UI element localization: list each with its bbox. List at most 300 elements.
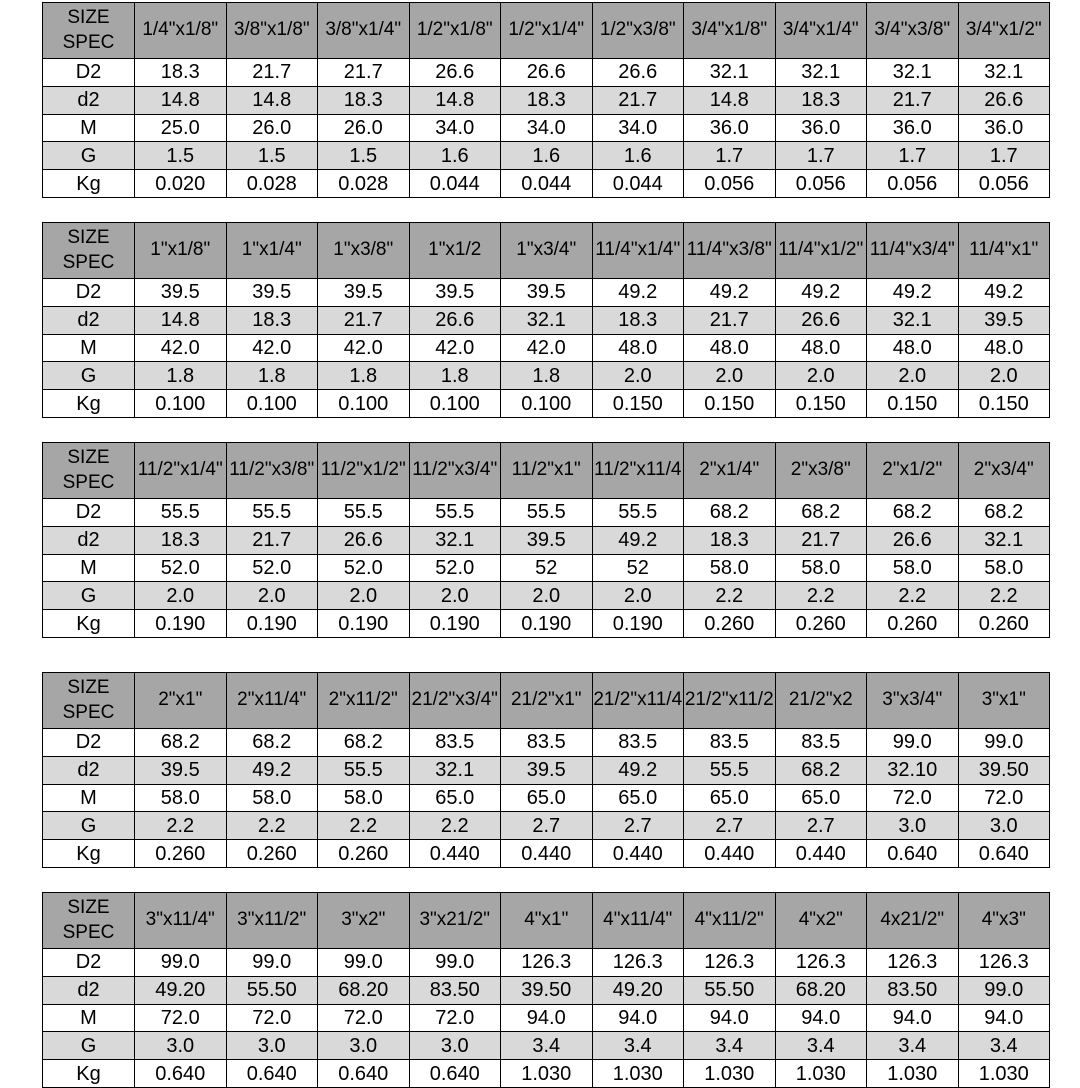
value-cell: 72.0 bbox=[867, 784, 959, 812]
value-cell: 126.3 bbox=[592, 949, 684, 977]
size-spec-label bbox=[43, 3, 135, 59]
value-cell: 42.0 bbox=[501, 334, 593, 362]
value-cell: 68.2 bbox=[135, 729, 227, 757]
value-cell: 99.0 bbox=[226, 949, 318, 977]
value-cell: 0.190 bbox=[592, 610, 684, 638]
value-cell: 0.150 bbox=[592, 390, 684, 418]
value-cell: 0.190 bbox=[135, 610, 227, 638]
row-label-cell: d2 bbox=[43, 756, 135, 784]
value-cell: 0.100 bbox=[501, 390, 593, 418]
size-header-cell: 1"x1/2 bbox=[409, 223, 501, 279]
value-cell: 18.3 bbox=[226, 306, 318, 334]
value-cell: 26.6 bbox=[409, 59, 501, 87]
size-spec-label bbox=[43, 893, 135, 949]
size-header-cell: 1/4"x1/8" bbox=[135, 3, 227, 59]
size-header-cell: 3"x2" bbox=[318, 893, 410, 949]
value-cell: 18.3 bbox=[135, 59, 227, 87]
value-cell: 0.640 bbox=[958, 840, 1050, 868]
value-cell: 0.640 bbox=[226, 1060, 318, 1088]
value-cell: 68.2 bbox=[958, 499, 1050, 527]
row-label-cell: D2 bbox=[43, 59, 135, 87]
value-cell: 72.0 bbox=[409, 1004, 501, 1032]
value-cell: 0.044 bbox=[501, 170, 593, 198]
value-cell: 18.3 bbox=[501, 86, 593, 114]
value-cell: 0.260 bbox=[226, 840, 318, 868]
size-header-cell: 21/2"x2 bbox=[775, 673, 867, 729]
value-cell: 48.0 bbox=[958, 334, 1050, 362]
size-header-cell: 3"x1" bbox=[958, 673, 1050, 729]
value-cell: 2.0 bbox=[958, 362, 1050, 390]
table-row bbox=[43, 729, 1050, 757]
size-header-cell: 11/4"x1/4" bbox=[592, 223, 684, 279]
value-cell: 42.0 bbox=[226, 334, 318, 362]
value-cell: 3.4 bbox=[501, 1032, 593, 1060]
row-label-cell: Kg bbox=[43, 840, 135, 868]
value-cell: 68.2 bbox=[867, 499, 959, 527]
value-cell: 3.0 bbox=[226, 1032, 318, 1060]
size-header-cell: 1/2"x1/4" bbox=[501, 3, 593, 59]
value-cell: 83.50 bbox=[409, 976, 501, 1004]
value-cell: 99.0 bbox=[867, 729, 959, 757]
value-cell: 0.440 bbox=[775, 840, 867, 868]
size-spec-label-line: SIZE bbox=[67, 7, 110, 29]
size-header-cell: 2"x1" bbox=[135, 673, 227, 729]
table-row bbox=[43, 1060, 1050, 1088]
value-cell: 2.7 bbox=[775, 812, 867, 840]
value-cell: 49.2 bbox=[592, 526, 684, 554]
value-cell: 49.2 bbox=[684, 279, 776, 307]
value-cell: 32.1 bbox=[867, 59, 959, 87]
value-cell: 2.2 bbox=[226, 812, 318, 840]
size-header-cell: 4"x2" bbox=[775, 893, 867, 949]
value-cell: 58.0 bbox=[867, 554, 959, 582]
table-row bbox=[43, 582, 1050, 610]
value-cell: 21.7 bbox=[684, 306, 776, 334]
row-label-cell: G bbox=[43, 142, 135, 170]
value-cell: 0.260 bbox=[318, 840, 410, 868]
value-cell: 1.030 bbox=[684, 1060, 776, 1088]
value-cell: 0.190 bbox=[409, 610, 501, 638]
value-cell: 126.3 bbox=[958, 949, 1050, 977]
value-cell: 1.030 bbox=[592, 1060, 684, 1088]
value-cell: 55.5 bbox=[592, 499, 684, 527]
value-cell: 0.640 bbox=[867, 840, 959, 868]
size-header-cell: 1/2"x1/8" bbox=[409, 3, 501, 59]
value-cell: 65.0 bbox=[409, 784, 501, 812]
value-cell: 2.2 bbox=[867, 582, 959, 610]
value-cell: 39.5 bbox=[318, 279, 410, 307]
value-cell: 0.028 bbox=[226, 170, 318, 198]
value-cell: 2.2 bbox=[775, 582, 867, 610]
size-header-cell: 3"x3/4" bbox=[867, 673, 959, 729]
value-cell: 0.100 bbox=[318, 390, 410, 418]
value-cell: 99.0 bbox=[318, 949, 410, 977]
value-cell: 34.0 bbox=[501, 114, 593, 142]
table-row bbox=[43, 142, 1050, 170]
value-cell: 26.6 bbox=[318, 526, 410, 554]
size-header-cell: 2"x11/2" bbox=[318, 673, 410, 729]
value-cell: 2.0 bbox=[226, 582, 318, 610]
value-cell: 26.6 bbox=[775, 306, 867, 334]
value-cell: 39.5 bbox=[226, 279, 318, 307]
value-cell: 49.2 bbox=[226, 756, 318, 784]
value-cell: 2.2 bbox=[684, 582, 776, 610]
value-cell: 26.6 bbox=[501, 59, 593, 87]
row-label-cell: d2 bbox=[43, 306, 135, 334]
size-header-cell: 3"x11/4" bbox=[135, 893, 227, 949]
value-cell: 48.0 bbox=[684, 334, 776, 362]
value-cell: 14.8 bbox=[135, 86, 227, 114]
size-header-cell: 3"x11/2" bbox=[226, 893, 318, 949]
table-row bbox=[43, 812, 1050, 840]
size-header-cell: 11/2"x1" bbox=[501, 443, 593, 499]
value-cell: 94.0 bbox=[501, 1004, 593, 1032]
size-header-cell: 3/4"x1/4" bbox=[775, 3, 867, 59]
table-row bbox=[43, 554, 1050, 582]
value-cell: 58.0 bbox=[775, 554, 867, 582]
row-label-cell: M bbox=[43, 784, 135, 812]
value-cell: 32.1 bbox=[958, 59, 1050, 87]
value-cell: 55.5 bbox=[409, 499, 501, 527]
value-cell: 18.3 bbox=[592, 306, 684, 334]
value-cell: 1.5 bbox=[226, 142, 318, 170]
value-cell: 55.5 bbox=[501, 499, 593, 527]
size-spec-label-line: SIZE bbox=[67, 897, 110, 919]
value-cell: 94.0 bbox=[867, 1004, 959, 1032]
value-cell: 39.50 bbox=[958, 756, 1050, 784]
value-cell: 1.6 bbox=[409, 142, 501, 170]
value-cell: 2.0 bbox=[867, 362, 959, 390]
value-cell: 58.0 bbox=[684, 554, 776, 582]
value-cell: 39.5 bbox=[135, 279, 227, 307]
value-cell: 0.260 bbox=[775, 610, 867, 638]
table-row bbox=[43, 1032, 1050, 1060]
size-header-cell: 1/2"x3/8" bbox=[592, 3, 684, 59]
value-cell: 52.0 bbox=[135, 554, 227, 582]
size-spec-label-line: SPEC bbox=[62, 251, 115, 273]
value-cell: 48.0 bbox=[775, 334, 867, 362]
value-cell: 58.0 bbox=[318, 784, 410, 812]
value-cell: 72.0 bbox=[318, 1004, 410, 1032]
value-cell: 2.0 bbox=[592, 582, 684, 610]
table-row bbox=[43, 1004, 1050, 1032]
size-header-cell: 4x21/2" bbox=[867, 893, 959, 949]
value-cell: 42.0 bbox=[135, 334, 227, 362]
value-cell: 42.0 bbox=[318, 334, 410, 362]
value-cell: 39.5 bbox=[135, 756, 227, 784]
value-cell: 34.0 bbox=[409, 114, 501, 142]
value-cell: 94.0 bbox=[684, 1004, 776, 1032]
value-cell: 72.0 bbox=[135, 1004, 227, 1032]
size-spec-label-line: SIZE bbox=[67, 677, 110, 699]
value-cell: 26.0 bbox=[226, 114, 318, 142]
value-cell: 2.0 bbox=[318, 582, 410, 610]
value-cell: 1.030 bbox=[958, 1060, 1050, 1088]
value-cell: 0.150 bbox=[775, 390, 867, 418]
value-cell: 126.3 bbox=[775, 949, 867, 977]
value-cell: 21.7 bbox=[867, 86, 959, 114]
size-header-cell: 4"x1" bbox=[501, 893, 593, 949]
value-cell: 0.100 bbox=[409, 390, 501, 418]
value-cell: 25.0 bbox=[135, 114, 227, 142]
value-cell: 32.1 bbox=[958, 526, 1050, 554]
value-cell: 48.0 bbox=[867, 334, 959, 362]
value-cell: 83.5 bbox=[684, 729, 776, 757]
value-cell: 39.5 bbox=[501, 526, 593, 554]
value-cell: 126.3 bbox=[501, 949, 593, 977]
spec-table-4 bbox=[42, 672, 1050, 868]
value-cell: 26.6 bbox=[958, 86, 1050, 114]
value-cell: 0.190 bbox=[226, 610, 318, 638]
table-row bbox=[43, 306, 1050, 334]
value-cell: 2.7 bbox=[501, 812, 593, 840]
row-label-cell: Kg bbox=[43, 390, 135, 418]
size-header-cell: 2"x11/4" bbox=[226, 673, 318, 729]
size-header-cell: 3/4"x1/8" bbox=[684, 3, 776, 59]
size-header-cell: 3/8"x1/8" bbox=[226, 3, 318, 59]
value-cell: 65.0 bbox=[775, 784, 867, 812]
value-cell: 0.260 bbox=[135, 840, 227, 868]
value-cell: 55.5 bbox=[684, 756, 776, 784]
value-cell: 26.0 bbox=[318, 114, 410, 142]
value-cell: 26.6 bbox=[592, 59, 684, 87]
value-cell: 32.1 bbox=[775, 59, 867, 87]
value-cell: 3.4 bbox=[592, 1032, 684, 1060]
value-cell: 39.50 bbox=[501, 976, 593, 1004]
size-header-cell: 11/2"x1/4" bbox=[135, 443, 227, 499]
value-cell: 0.100 bbox=[226, 390, 318, 418]
value-cell: 2.2 bbox=[409, 812, 501, 840]
size-header-cell: 21/2"x11/4 bbox=[592, 673, 684, 729]
value-cell: 32.1 bbox=[409, 756, 501, 784]
table-header-row bbox=[43, 893, 1050, 949]
value-cell: 34.0 bbox=[592, 114, 684, 142]
value-cell: 36.0 bbox=[867, 114, 959, 142]
value-cell: 49.2 bbox=[867, 279, 959, 307]
value-cell: 0.044 bbox=[409, 170, 501, 198]
row-label-cell: M bbox=[43, 114, 135, 142]
table-row bbox=[43, 976, 1050, 1004]
value-cell: 52.0 bbox=[318, 554, 410, 582]
size-header-cell: 3"x21/2" bbox=[409, 893, 501, 949]
value-cell: 3.4 bbox=[684, 1032, 776, 1060]
value-cell: 83.5 bbox=[592, 729, 684, 757]
value-cell: 1.6 bbox=[592, 142, 684, 170]
table-row bbox=[43, 114, 1050, 142]
value-cell: 52 bbox=[501, 554, 593, 582]
row-label-cell: M bbox=[43, 334, 135, 362]
value-cell: 1.5 bbox=[135, 142, 227, 170]
value-cell: 126.3 bbox=[867, 949, 959, 977]
row-label-cell: D2 bbox=[43, 499, 135, 527]
size-header-cell: 3/4"x1/2" bbox=[958, 3, 1050, 59]
value-cell: 2.2 bbox=[958, 582, 1050, 610]
value-cell: 49.2 bbox=[775, 279, 867, 307]
row-label-cell: D2 bbox=[43, 729, 135, 757]
value-cell: 39.5 bbox=[958, 306, 1050, 334]
value-cell: 52.0 bbox=[226, 554, 318, 582]
table-row bbox=[43, 279, 1050, 307]
table-row bbox=[43, 362, 1050, 390]
value-cell: 3.0 bbox=[958, 812, 1050, 840]
value-cell: 49.2 bbox=[592, 279, 684, 307]
row-label-cell: G bbox=[43, 1032, 135, 1060]
value-cell: 3.4 bbox=[958, 1032, 1050, 1060]
value-cell: 39.5 bbox=[501, 756, 593, 784]
value-cell: 49.2 bbox=[958, 279, 1050, 307]
row-label-cell: D2 bbox=[43, 279, 135, 307]
value-cell: 2.0 bbox=[501, 582, 593, 610]
row-label-cell: Kg bbox=[43, 610, 135, 638]
value-cell: 2.2 bbox=[318, 812, 410, 840]
value-cell: 36.0 bbox=[684, 114, 776, 142]
value-cell: 1.8 bbox=[226, 362, 318, 390]
value-cell: 0.640 bbox=[135, 1060, 227, 1088]
value-cell: 1.8 bbox=[318, 362, 410, 390]
value-cell: 0.056 bbox=[958, 170, 1050, 198]
size-spec-label-line: SPEC bbox=[62, 31, 115, 53]
value-cell: 0.640 bbox=[409, 1060, 501, 1088]
value-cell: 21.7 bbox=[592, 86, 684, 114]
value-cell: 2.0 bbox=[775, 362, 867, 390]
value-cell: 55.50 bbox=[226, 976, 318, 1004]
value-cell: 21.7 bbox=[226, 526, 318, 554]
value-cell: 94.0 bbox=[775, 1004, 867, 1032]
value-cell: 68.2 bbox=[775, 756, 867, 784]
size-header-cell: 11/2"x3/4" bbox=[409, 443, 501, 499]
size-header-cell: 4"x3" bbox=[958, 893, 1050, 949]
value-cell: 2.7 bbox=[684, 812, 776, 840]
value-cell: 2.0 bbox=[592, 362, 684, 390]
value-cell: 36.0 bbox=[958, 114, 1050, 142]
size-spec-label-line: SIZE bbox=[67, 227, 110, 249]
value-cell: 99.0 bbox=[135, 949, 227, 977]
value-cell: 3.0 bbox=[318, 1032, 410, 1060]
size-header-cell: 2"x3/8" bbox=[775, 443, 867, 499]
size-spec-label-line: SPEC bbox=[62, 701, 115, 723]
value-cell: 3.4 bbox=[775, 1032, 867, 1060]
size-header-cell: 1"x1/8" bbox=[135, 223, 227, 279]
value-cell: 32.10 bbox=[867, 756, 959, 784]
value-cell: 26.6 bbox=[867, 526, 959, 554]
size-spec-label bbox=[43, 673, 135, 729]
value-cell: 42.0 bbox=[409, 334, 501, 362]
size-header-cell: 11/4"x1" bbox=[958, 223, 1050, 279]
value-cell: 1.6 bbox=[501, 142, 593, 170]
value-cell: 3.0 bbox=[135, 1032, 227, 1060]
row-label-cell: M bbox=[43, 554, 135, 582]
value-cell: 58.0 bbox=[958, 554, 1050, 582]
size-header-cell: 21/2"x1" bbox=[501, 673, 593, 729]
table-row bbox=[43, 86, 1050, 114]
value-cell: 39.5 bbox=[501, 279, 593, 307]
value-cell: 48.0 bbox=[592, 334, 684, 362]
row-label-cell: G bbox=[43, 582, 135, 610]
value-cell: 68.2 bbox=[775, 499, 867, 527]
row-label-cell: D2 bbox=[43, 949, 135, 977]
value-cell: 68.20 bbox=[318, 976, 410, 1004]
value-cell: 99.0 bbox=[958, 729, 1050, 757]
value-cell: 99.0 bbox=[409, 949, 501, 977]
value-cell: 14.8 bbox=[226, 86, 318, 114]
value-cell: 32.1 bbox=[684, 59, 776, 87]
value-cell: 0.440 bbox=[684, 840, 776, 868]
table-row bbox=[43, 610, 1050, 638]
value-cell: 21.7 bbox=[226, 59, 318, 87]
size-header-cell: 11/4"x3/4" bbox=[867, 223, 959, 279]
value-cell: 18.3 bbox=[135, 526, 227, 554]
size-header-cell: 4"x11/2" bbox=[684, 893, 776, 949]
size-header-cell: 11/2"x1/2" bbox=[318, 443, 410, 499]
value-cell: 83.5 bbox=[775, 729, 867, 757]
value-cell: 18.3 bbox=[318, 86, 410, 114]
value-cell: 99.0 bbox=[958, 976, 1050, 1004]
value-cell: 68.20 bbox=[775, 976, 867, 1004]
value-cell: 0.056 bbox=[867, 170, 959, 198]
value-cell: 0.260 bbox=[867, 610, 959, 638]
row-label-cell: M bbox=[43, 1004, 135, 1032]
size-header-cell: 11/4"x1/2" bbox=[775, 223, 867, 279]
size-header-cell: 4"x11/4" bbox=[592, 893, 684, 949]
row-label-cell: G bbox=[43, 362, 135, 390]
table-header-row bbox=[43, 673, 1050, 729]
size-header-cell: 11/2"x11/4 bbox=[592, 443, 684, 499]
value-cell: 0.190 bbox=[318, 610, 410, 638]
value-cell: 0.440 bbox=[592, 840, 684, 868]
size-spec-label bbox=[43, 223, 135, 279]
value-cell: 32.1 bbox=[409, 526, 501, 554]
spec-table-3 bbox=[42, 442, 1050, 638]
value-cell: 2.0 bbox=[135, 582, 227, 610]
value-cell: 0.028 bbox=[318, 170, 410, 198]
value-cell: 0.260 bbox=[958, 610, 1050, 638]
row-label-cell: d2 bbox=[43, 526, 135, 554]
value-cell: 83.5 bbox=[501, 729, 593, 757]
value-cell: 14.8 bbox=[135, 306, 227, 334]
value-cell: 32.1 bbox=[501, 306, 593, 334]
value-cell: 58.0 bbox=[226, 784, 318, 812]
table-row bbox=[43, 949, 1050, 977]
value-cell: 32.1 bbox=[867, 306, 959, 334]
value-cell: 49.20 bbox=[135, 976, 227, 1004]
value-cell: 14.8 bbox=[684, 86, 776, 114]
value-cell: 72.0 bbox=[226, 1004, 318, 1032]
value-cell: 2.0 bbox=[409, 582, 501, 610]
size-header-cell: 2"x3/4" bbox=[958, 443, 1050, 499]
table-row bbox=[43, 390, 1050, 418]
value-cell: 83.5 bbox=[409, 729, 501, 757]
table-row bbox=[43, 840, 1050, 868]
value-cell: 26.6 bbox=[409, 306, 501, 334]
value-cell: 68.2 bbox=[684, 499, 776, 527]
value-cell: 55.5 bbox=[318, 499, 410, 527]
size-spec-label-line: SPEC bbox=[62, 921, 115, 943]
value-cell: 72.0 bbox=[958, 784, 1050, 812]
value-cell: 1.5 bbox=[318, 142, 410, 170]
value-cell: 18.3 bbox=[775, 86, 867, 114]
value-cell: 3.0 bbox=[867, 812, 959, 840]
value-cell: 2.7 bbox=[592, 812, 684, 840]
value-cell: 3.4 bbox=[867, 1032, 959, 1060]
size-header-cell: 1"x3/8" bbox=[318, 223, 410, 279]
size-header-cell: 3/8"x1/4" bbox=[318, 3, 410, 59]
size-spec-label-line: SIZE bbox=[67, 447, 110, 469]
table-row bbox=[43, 170, 1050, 198]
size-header-cell: 3/4"x3/8" bbox=[867, 3, 959, 59]
value-cell: 1.7 bbox=[684, 142, 776, 170]
value-cell: 36.0 bbox=[775, 114, 867, 142]
value-cell: 1.030 bbox=[501, 1060, 593, 1088]
